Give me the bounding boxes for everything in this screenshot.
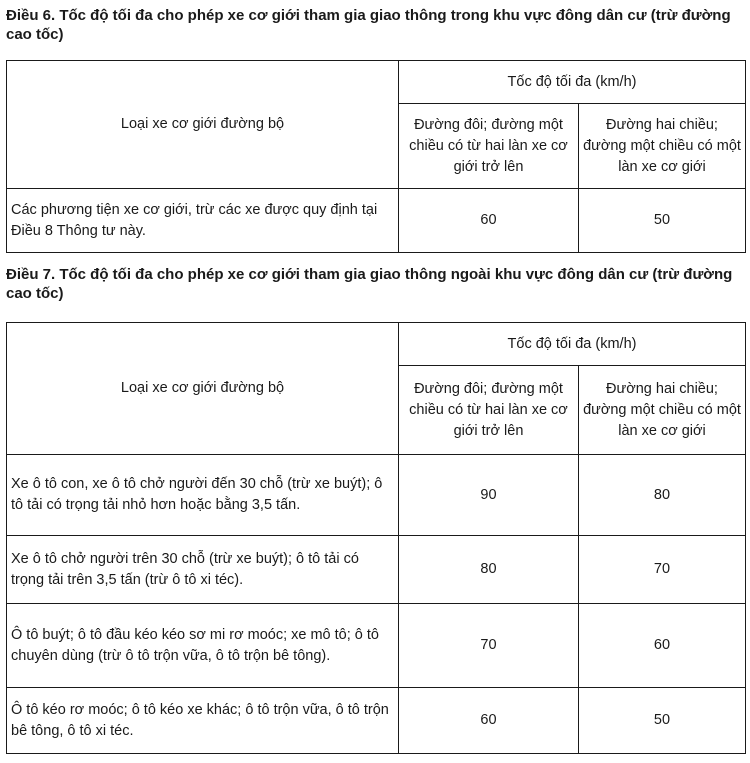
dual-road-header: Đường đôi; đường một chiều có từ hai làn xe cơ giới trở lên (399, 366, 579, 455)
vehicle-cell: Ô tô kéo rơ moóc; ô tô kéo xe khác; ô tô trộn vữa, ô tô trộn bê tông, ô tô xi téc. (7, 688, 399, 754)
two-way-road-speed-cell: 50 (579, 189, 746, 253)
article-7-speed-table (6, 322, 746, 754)
max-speed-header: Tốc độ tối đa (km/h) (399, 61, 746, 104)
dual-road-speed-cell: 90 (399, 455, 579, 536)
dual-road-speed-cell: 60 (399, 189, 579, 253)
two-way-road-speed-cell: 60 (579, 604, 746, 688)
vehicle-cell: Ô tô buýt; ô tô đầu kéo kéo sơ mi rơ moóc; xe mô tô; ô tô chuyên dùng (trừ ô tô trộn vữa, ô tô trộn bê tông). (7, 604, 399, 688)
dual-road-speed-cell: 70 (399, 604, 579, 688)
dual-road-speed-cell: 60 (399, 688, 579, 754)
table-header-row (7, 323, 746, 366)
article-6-heading: Điều 6. Tốc độ tối đa cho phép xe cơ giới tham gia giao thông trong khu vực đông dân cư (trừ đường cao tốc) (6, 7, 731, 43)
two-way-road-speed-cell: 80 (579, 455, 746, 536)
table-row (7, 536, 746, 604)
table-header-row (7, 61, 746, 104)
vehicle-cell: Các phương tiện xe cơ giới, trừ các xe được quy định tại Điều 8 Thông tư này. (7, 189, 399, 253)
two-way-road-speed-cell: 70 (579, 536, 746, 604)
article-7-heading: Điều 7. Tốc độ tối đa cho phép xe cơ giới tham gia giao thông ngoài khu vực đông dân cư (trừ đường cao tốc) (6, 266, 733, 302)
table-row (7, 189, 746, 253)
vehicle-type-header: Loại xe cơ giới đường bộ (7, 61, 399, 189)
max-speed-header: Tốc độ tối đa (km/h) (399, 323, 746, 366)
article-6-speed-table (6, 60, 746, 253)
dual-road-header: Đường đôi; đường một chiều có từ hai làn xe cơ giới trở lên (399, 104, 579, 189)
table-row (7, 604, 746, 688)
vehicle-cell: Xe ô tô chở người trên 30 chỗ (trừ xe buýt); ô tô tải có trọng tải trên 3,5 tấn (trừ ô tô xi téc). (7, 536, 399, 604)
vehicle-type-header: Loại xe cơ giới đường bộ (7, 323, 399, 455)
table-row (7, 455, 746, 536)
dual-road-speed-cell: 80 (399, 536, 579, 604)
two-way-road-header: Đường hai chiều; đường một chiều có một làn xe cơ giới (579, 366, 746, 455)
two-way-road-speed-cell: 50 (579, 688, 746, 754)
vehicle-cell: Xe ô tô con, xe ô tô chở người đến 30 chỗ (trừ xe buýt); ô tô tải có trọng tải nhỏ hơn hoặc bằng 3,5 tấn. (7, 455, 399, 536)
table-row (7, 688, 746, 754)
two-way-road-header: Đường hai chiều; đường một chiều có một làn xe cơ giới (579, 104, 746, 189)
